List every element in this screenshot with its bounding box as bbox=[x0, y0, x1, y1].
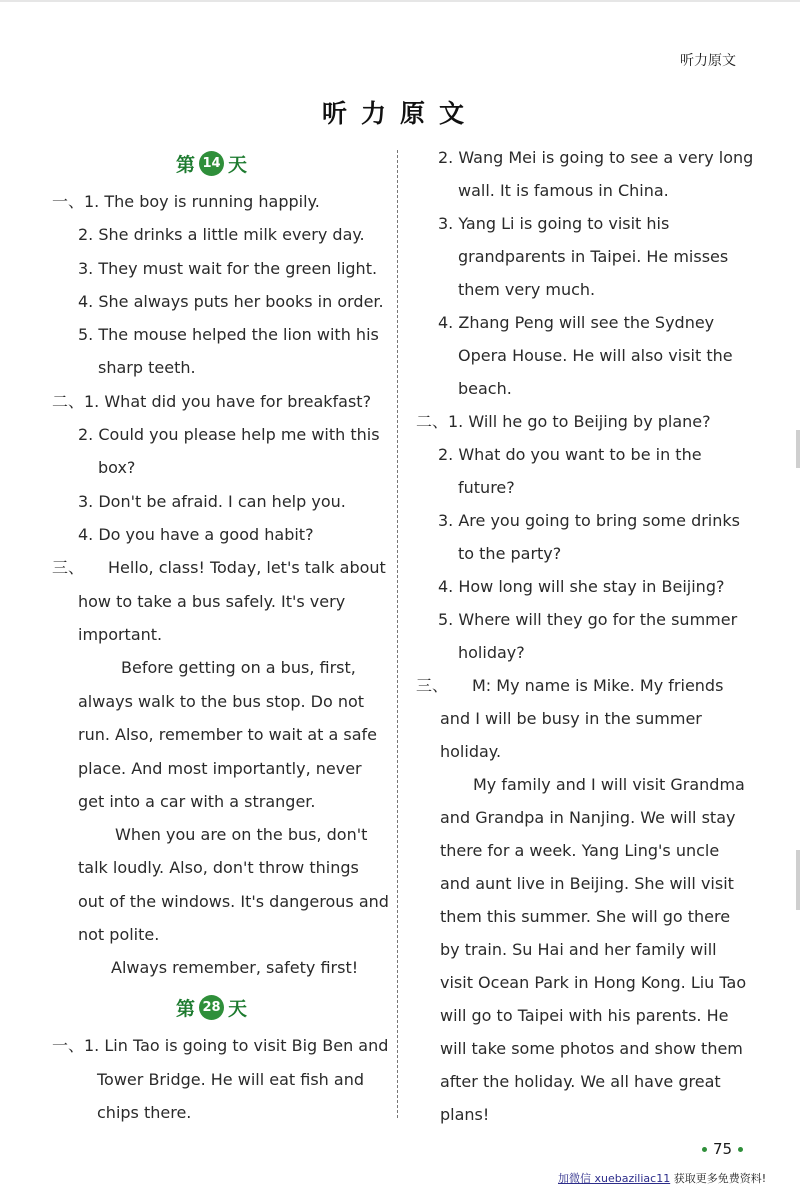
right-line: 三、 M: My name is Mike. My friends bbox=[416, 676, 724, 695]
right-line: there for a week. Yang Ling's uncle bbox=[440, 841, 720, 860]
right-line: plans! bbox=[440, 1105, 490, 1124]
right-line: holiday? bbox=[458, 643, 525, 662]
watermark-text: 获取更多免费资料! bbox=[670, 1172, 767, 1185]
scan-edge-mark bbox=[796, 850, 800, 910]
right-line: will take some photos and show them bbox=[440, 1039, 743, 1058]
bullet-dot-icon bbox=[738, 1147, 743, 1152]
left-line: Always remember, safety first! bbox=[111, 958, 359, 977]
day-prefix: 第 bbox=[176, 998, 196, 1020]
left-line: sharp teeth. bbox=[98, 358, 196, 377]
right-line: grandparents in Taipei. He misses bbox=[458, 247, 729, 266]
day-number-badge: 28 bbox=[199, 995, 224, 1020]
left-line: 一、1. The boy is running happily. bbox=[52, 192, 320, 211]
left-line: Before getting on a bus, first, bbox=[121, 658, 356, 677]
column-divider bbox=[397, 150, 398, 1118]
left-line: talk loudly. Also, don't throw things bbox=[78, 858, 359, 877]
right-line: wall. It is famous in China. bbox=[458, 181, 669, 200]
right-line: visit Ocean Park in Hong Kong. Liu Tao bbox=[440, 973, 747, 992]
page-number-text: 75 bbox=[713, 1140, 733, 1158]
left-line: 2. Could you please help me with this bbox=[78, 425, 380, 444]
right-line: by train. Su Hai and her family will bbox=[440, 940, 717, 959]
right-line: beach. bbox=[458, 379, 512, 398]
right-line: and aunt live in Beijing. She will visit bbox=[440, 874, 734, 893]
left-line: always walk to the bus stop. Do not bbox=[78, 692, 365, 711]
right-line: to the party? bbox=[458, 544, 562, 563]
left-line: out of the windows. It's dangerous and bbox=[78, 892, 389, 911]
page-title: 听力原文 bbox=[321, 99, 478, 128]
right-line: them very much. bbox=[458, 280, 596, 299]
watermark-link[interactable]: 加微信 xuebaziliac11 bbox=[558, 1172, 671, 1185]
day-14-heading bbox=[176, 150, 247, 177]
left-line: place. And most importantly, never bbox=[78, 759, 362, 778]
left-line: chips there. bbox=[97, 1103, 192, 1122]
right-line: future? bbox=[458, 478, 515, 497]
left-line: box? bbox=[98, 458, 136, 477]
right-line: and Grandpa in Nanjing. We will stay bbox=[440, 808, 736, 827]
left-line: 3. Don't be afraid. I can help you. bbox=[78, 492, 346, 511]
scan-edge-mark bbox=[796, 430, 800, 468]
day-suffix: 天 bbox=[228, 998, 248, 1020]
right-line: holiday. bbox=[440, 742, 502, 761]
right-line: 5. Where will they go for the summer bbox=[438, 610, 738, 629]
left-line: 二、1. What did you have for breakfast? bbox=[52, 392, 372, 411]
left-line: 2. She drinks a little milk every day. bbox=[78, 225, 365, 244]
day-number-badge: 14 bbox=[199, 151, 224, 176]
right-line: 3. Yang Li is going to visit his bbox=[438, 214, 670, 233]
left-line: get into a car with a stranger. bbox=[78, 792, 316, 811]
running-header: 听力原文 bbox=[680, 53, 736, 69]
right-line: 4. Zhang Peng will see the Sydney bbox=[438, 313, 715, 332]
left-line: run. Also, remember to wait at a safe bbox=[78, 725, 377, 744]
right-line: after the holiday. We all have great bbox=[440, 1072, 721, 1091]
right-line: Opera House. He will also visit the bbox=[458, 346, 733, 365]
day-suffix: 天 bbox=[228, 154, 248, 176]
left-line: how to take a bus safely. It's very bbox=[78, 592, 346, 611]
top-edge bbox=[0, 0, 800, 2]
page-number bbox=[702, 1140, 743, 1158]
bullet-dot-icon bbox=[702, 1147, 707, 1152]
right-line: and I will be busy in the summer bbox=[440, 709, 702, 728]
right-line: 3. Are you going to bring some drinks bbox=[438, 511, 740, 530]
left-line: When you are on the bus, don't bbox=[115, 825, 368, 844]
right-line: 2. Wang Mei is going to see a very long bbox=[438, 148, 754, 167]
left-line: not polite. bbox=[78, 925, 160, 944]
left-line: 4. She always puts her books in order. bbox=[78, 292, 384, 311]
left-line: Tower Bridge. He will eat fish and bbox=[97, 1070, 364, 1089]
left-line: important. bbox=[78, 625, 163, 644]
day-28-heading bbox=[176, 994, 247, 1021]
left-line: 4. Do you have a good habit? bbox=[78, 525, 314, 544]
right-line: My family and I will visit Grandma bbox=[473, 775, 745, 794]
left-line: 一、1. Lin Tao is going to visit Big Ben and bbox=[52, 1036, 389, 1055]
left-line: 5. The mouse helped the lion with his bbox=[78, 325, 379, 344]
day-prefix: 第 bbox=[176, 154, 196, 176]
right-line: 4. How long will she stay in Beijing? bbox=[438, 577, 725, 596]
right-line: 二、1. Will he go to Beijing by plane? bbox=[416, 412, 711, 431]
watermark bbox=[558, 1170, 766, 1186]
right-line: 2. What do you want to be in the bbox=[438, 445, 702, 464]
left-line: 3. They must wait for the green light. bbox=[78, 259, 378, 278]
right-line: will go to Taipei with his parents. He bbox=[440, 1006, 729, 1025]
left-line: 三、 Hello, class! Today, let's talk about bbox=[52, 558, 386, 577]
right-line: them this summer. She will go there bbox=[440, 907, 731, 926]
